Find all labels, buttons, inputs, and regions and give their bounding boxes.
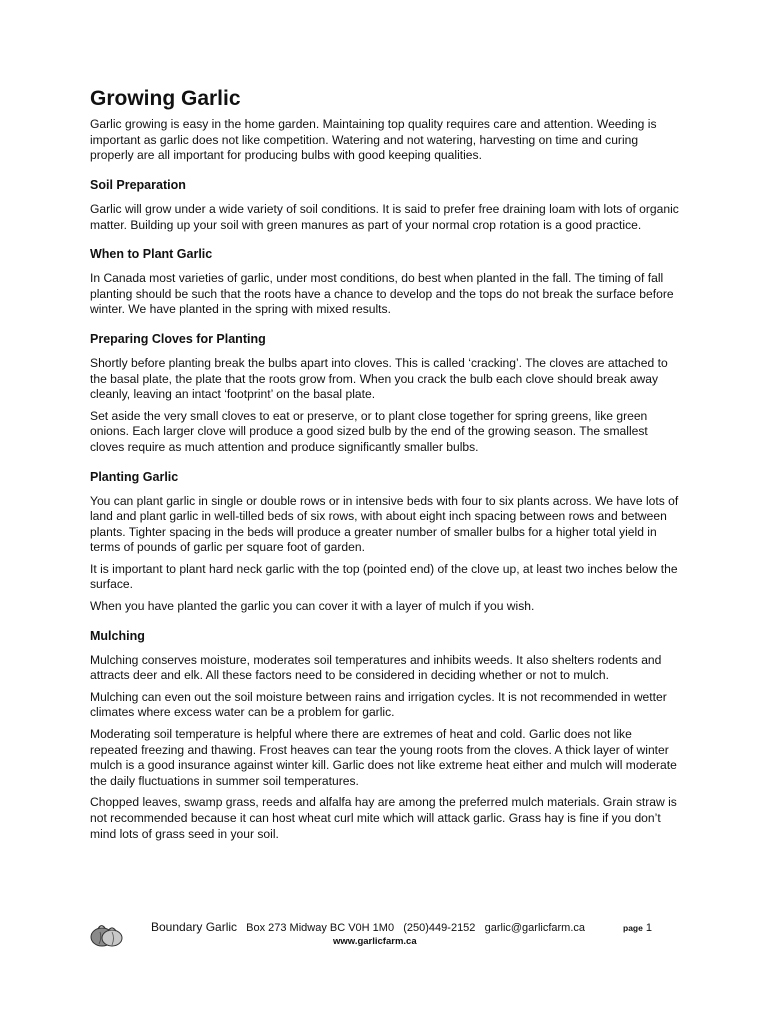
intro-paragraph: Garlic growing is easy in the home garden. Maintaining top quality requires care and attention. Weeding is important as garlic does not like competition. Watering and not watering, harvesting on time and curing properly are all important for producing bulbs with good keeping qualities.: [90, 117, 657, 163]
section-soil-preparation: [90, 178, 680, 233]
page-number-value: 1: [645, 922, 652, 934]
paragraph: Garlic will grow under a wide variety of soil conditions. It is said to prefer free draining loam with lots of organic matter. Building up your soil with green manures as part of your normal crop rotation is a good practice.: [90, 201, 679, 232]
footer-phone: (250)449-2152: [403, 922, 476, 934]
paragraph: When you have planted the garlic you can cover it with a layer of mulch if you wish.: [90, 599, 535, 614]
footer-contact-line: [151, 920, 585, 934]
page-title: Growing Garlic: [90, 87, 241, 110]
footer-email-link[interactable]: garlic@garlicfarm.ca: [484, 922, 586, 934]
page-footer: [88, 918, 668, 958]
section-mulching: [90, 629, 680, 843]
section-heading: Preparing Cloves for Planting: [90, 331, 266, 346]
section-when-to-plant: [90, 247, 680, 318]
company-name: Boundary Garlic: [151, 920, 238, 934]
section-heading: Planting Garlic: [90, 469, 179, 484]
footer-address: Box 273 Midway BC V0H 1M0: [246, 922, 395, 934]
paragraph: In Canada most varieties of garlic, under most conditions, do best when planted in the fall. The timing of fall planting should be such that the roots have a chance to develop and the tops do not break the surface before winter. We have planted in the spring with mixed results.: [90, 271, 674, 317]
paragraph: You can plant garlic in single or double rows or in intensive beds with four to six plants across. We have lots of land and plant garlic in well-tilled beds of six rows, with about eight inch spacing between rows and between plants. Tighter spacing in the beds will produce a greater number of smaller bulbs for a higher total yield in terms of pounds of garlic per square foot of garden.: [90, 493, 679, 555]
garlic-bulb-icon: [88, 920, 126, 950]
section-planting-garlic: [90, 470, 680, 615]
page-number: [623, 922, 652, 934]
section-heading: When to Plant Garlic: [90, 247, 213, 262]
section-preparing-cloves: [90, 332, 680, 456]
paragraph: Mulching can even out the soil moisture between rains and irrigation cycles. It is not recommended in wetter climates where excess water can be a problem for garlic.: [90, 689, 667, 720]
paragraph: Shortly before planting break the bulbs apart into cloves. This is called ‘cracking’. The cloves are attached to the basal plate, the plate that the roots grow from. When you crack the bulb each clove should break away cleanly, leaving an intact ‘footprint’ on the basal plate.: [90, 355, 668, 402]
paragraph: Set aside the very small cloves to eat or preserve, or to plant close together for spring greens, like green onions. Each larger clove will produce a good sized bulb by the end of the growing season. The smallest cloves require as much attention and produce significantly smaller bulbs.: [90, 408, 648, 454]
paragraph: Moderating soil temperature is helpful where there are extremes of heat and cold. Garlic does not like repeated freezing and thawing. Frost heaves can tear the young roots from the cloves. A thick layer of winter mulch is a good insurance against winter kill. Garlic does not like extreme heat either and mulch will moderate the daily fluctuations in summer soil temperatures.: [90, 727, 677, 788]
paragraph: Chopped leaves, swamp grass, reeds and alfalfa hay are among the preferred mulch materials. Grain straw is not recommended because it can host wheat curl mite which will attack garlic. Grass hay is fine if you don’t mind lots of grass seed in your soil.: [90, 795, 677, 841]
document-body: [90, 86, 680, 848]
footer-website-link[interactable]: www.garlicfarm.ca: [333, 936, 417, 947]
section-heading: Mulching: [90, 628, 145, 643]
paragraph: Mulching conserves moisture, moderates soil temperatures and inhibits weeds. It also shelters rodents and attracts deer and elk. All these factors need to be considered in deciding whether or not to mulch.: [90, 652, 662, 683]
section-heading: Soil Preparation: [90, 177, 186, 192]
page-label: page: [623, 923, 643, 933]
paragraph: It is important to plant hard neck garlic with the top (pointed end) of the clove up, at least two inches below the surface.: [90, 561, 678, 592]
